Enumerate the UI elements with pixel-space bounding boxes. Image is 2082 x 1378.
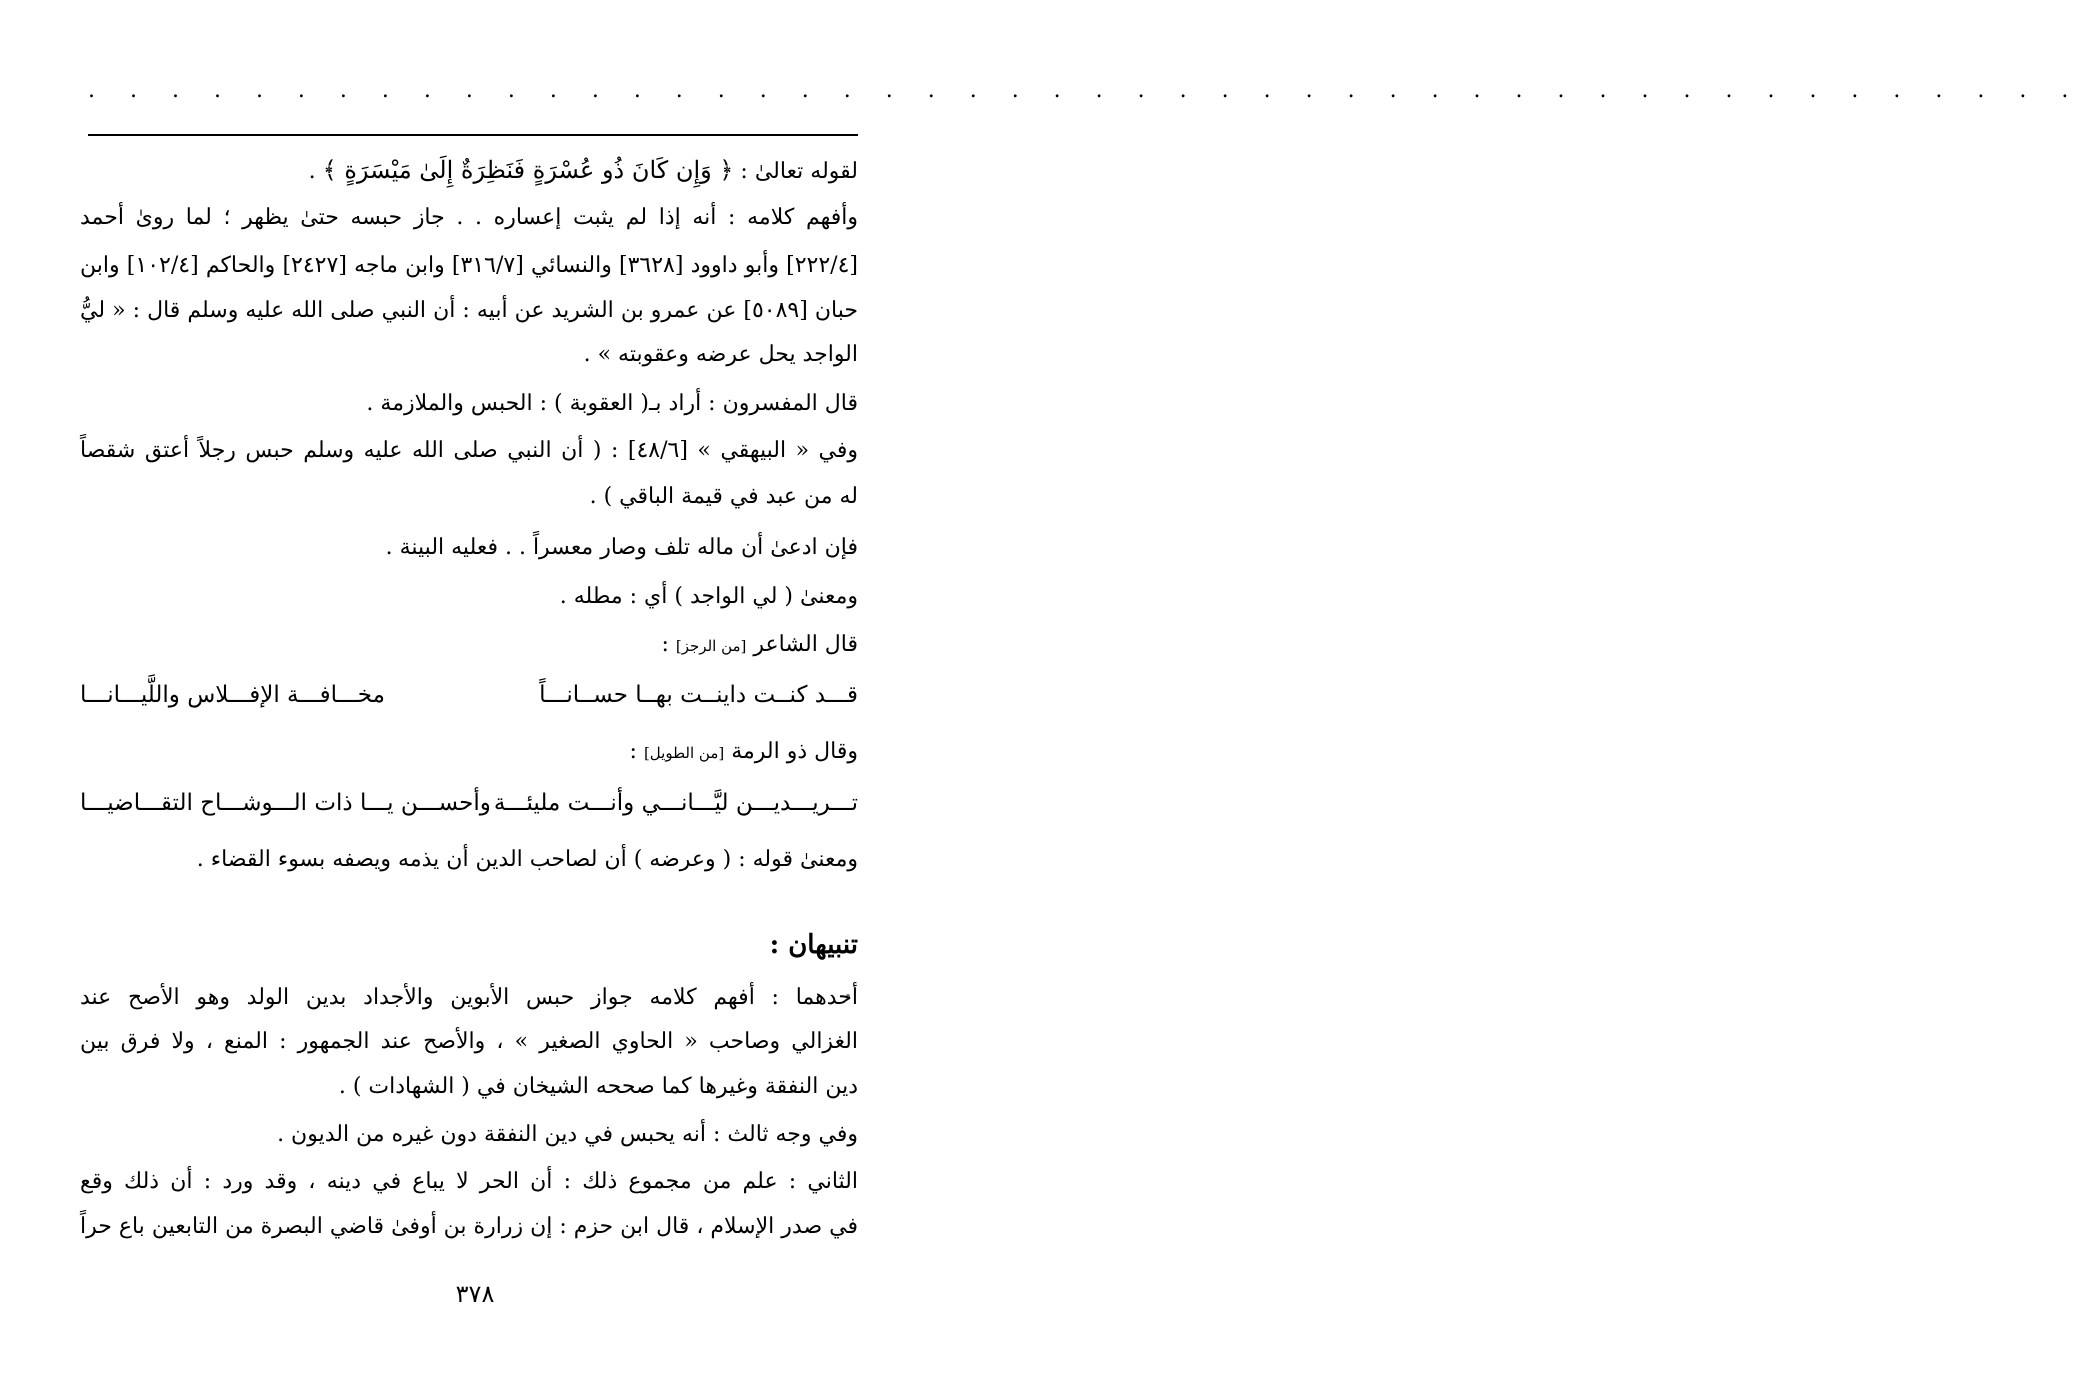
quran-verse: ﴿ وَإِن كَانَ ذُو عُسْرَةٍ فَنَظِرَةٌ إِلَىٰ مَيْسَرَةٍ ﴾ [322, 156, 734, 184]
paragraph-line: دين النفقة وغيرها كما صححه الشيخان في ( الشهادات ) . [338, 1074, 858, 1099]
paragraph-line: قال المفسرون : أراد بـ( العقوبة ) : الحبس والملازمة . [366, 391, 858, 416]
text-fragment: لقوله تعالىٰ : [740, 159, 858, 184]
verse-first-hemistich: قـــد كنــت داينــت بهــا حســانـــاً [539, 682, 858, 708]
paragraph-line: ومعنىٰ ( لي الواجد ) أي : مطله . [559, 584, 858, 609]
paragraph-line: الثاني : علم من مجموع ذلك : أن الحر لا يباع في دينه ، وقد ورد : أن ذلك وقع [80, 1169, 858, 1194]
poet-intro-line [630, 737, 858, 768]
paragraph-line: وفي « البيهقي » [٤٨/٦] : ( أن النبي صلى الله عليه وسلم حبس رجلاً أعتق شقصاً [80, 438, 859, 463]
meter-label: [من الطويل] [643, 744, 725, 762]
paragraph-line: الواجد يحل عرضه وعقوبته » . [583, 342, 858, 367]
header-dots: . . . . . . . . . . . . . . . . . . . . . . . . . . . . . . . . . . . . . . . . . . . . . . . . [88, 78, 2082, 103]
section-heading: تنبيهان : [769, 930, 858, 960]
text-fragment: قال الشاعر [753, 632, 858, 657]
paragraph-line: الغزالي وصاحب « الحاوي الصغير » ، والأصح عند الجمهور : المنع ، ولا فرق بين [80, 1029, 858, 1054]
paragraph-line: [٢٢٢/٤] وأبو داوود [٣٦٢٨] والنسائي [٣١٦/٧] وابن ماجه [٢٤٢٧] والحاكم [١٠٢/٤] وابن [80, 253, 858, 278]
text-fragment: وقال ذو الرمة [731, 739, 858, 764]
paragraph-line: في صدر الإسلام ، قال ابن حزم : إن زرارة بن أوفىٰ قاضي البصرة من التابعين باع حراً [80, 1214, 858, 1239]
page-number: ٣٧٨ [455, 1280, 495, 1308]
paragraph-line: حبان [٥٠٨٩] عن عمرو بن الشريد عن أبيه : أن النبي صلى الله عليه وسلم قال : « ليُّ [80, 298, 858, 323]
paragraph-line: ومعنىٰ قوله : ( وعرضه ) أن لصاحب الدين أن يذمه ويصفه بسوء القضاء . [196, 847, 858, 872]
paragraph-line: أحدهما : أفهم كلامه جواز حبس الأبوين والأجداد بدين الولد وهو الأصح عند [80, 985, 858, 1010]
text-fragment: : [629, 739, 637, 764]
verse-second-hemistich: وأحســـن يـــا ذات الـــوشـــاح التقـــاضيـــا [80, 790, 491, 816]
quran-verse-line [309, 155, 858, 187]
paragraph-line: وفي وجه ثالث : أنه يحبس في دين النفقة دون غيره من الديون . [277, 1122, 858, 1147]
header-rule [88, 134, 858, 136]
poem-verse-2 [80, 788, 858, 818]
text-fragment: . [308, 159, 316, 184]
poem-verse-1 [80, 680, 858, 710]
meter-label: [من الرجز] [675, 637, 747, 655]
poet-intro-line [661, 630, 858, 661]
paragraph-line: فإن ادعىٰ أن ماله تلف وصار معسراً . . فعليه البينة . [385, 535, 858, 560]
verse-first-hemistich: تـــريـــديـــن ليَّـــانـــي وأنـــت مليئـــة [493, 790, 858, 816]
paragraph-line: وأفهم كلامه : أنه إذا لم يثبت إعساره . . جاز حبسه حتىٰ يظهر ؛ لما روىٰ أحمد [80, 205, 858, 230]
verse-second-hemistich: مخـــافـــة الإفـــلاس واللَّيـــانـــا [80, 682, 385, 708]
text-fragment: : [661, 632, 669, 657]
paragraph-line: له من عبد في قيمة الباقي ) . [589, 484, 858, 509]
